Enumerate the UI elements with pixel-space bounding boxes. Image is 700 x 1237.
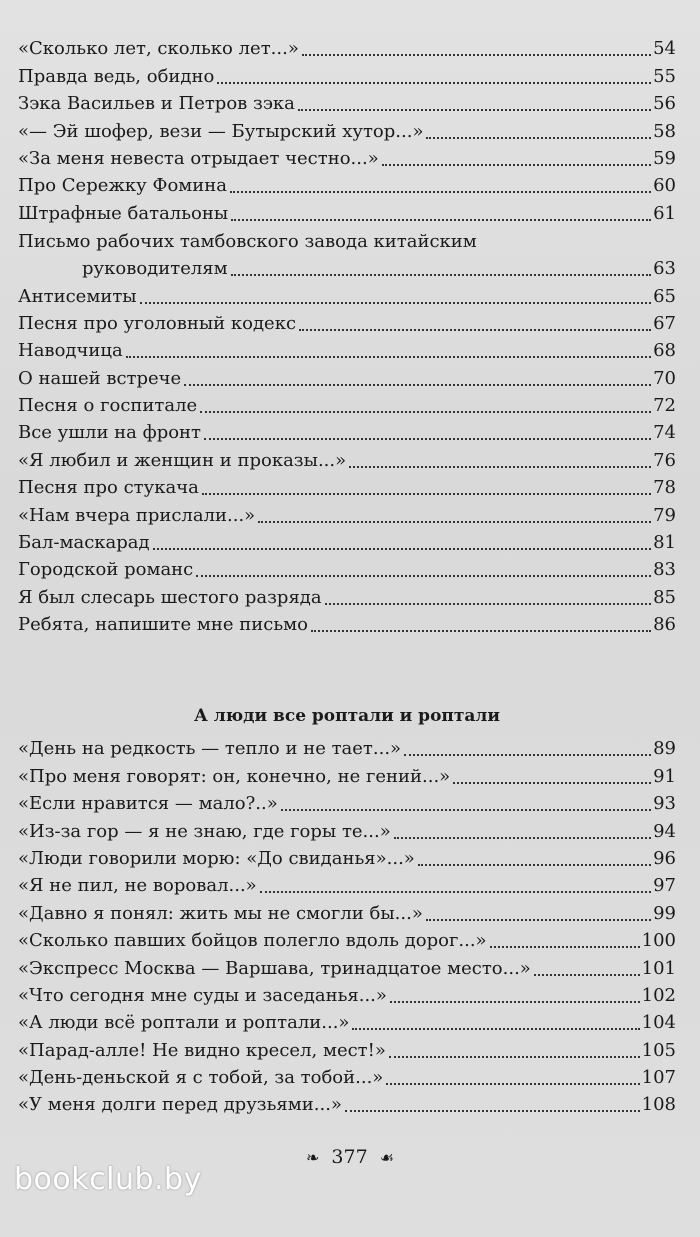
toc-entry-title: руководителям [82,258,228,280]
toc-leader-dots [490,945,640,948]
toc-entry-page: 108 [641,1094,676,1116]
toc-entry [18,418,676,445]
toc-entry [18,816,676,843]
toc-entry-page: 72 [653,395,676,417]
toc-entry-title: «Экспресс Москва — Варшава, тринадцатое место...» [18,957,531,979]
toc-leader-dots [258,520,651,523]
toc-leader-dots [418,863,651,866]
toc-entry-title: «А люди всё роптали и роптали...» [18,1012,350,1034]
toc-entry-page: 81 [653,532,676,554]
toc-leader-dots [349,465,651,468]
toc-entry-title: Штрафные батальоны [18,202,229,224]
toc-entry-title: «Нам вчера прислали...» [18,504,256,526]
toc-entry [18,528,676,555]
toc-entry [18,89,676,116]
table-of-contents [18,34,676,637]
toc-entry [18,500,676,527]
toc-entry [18,761,676,788]
toc-entry-page: 74 [653,422,676,444]
toc-entry-page: 61 [653,202,676,224]
toc-leader-dots [140,301,651,304]
toc-leader-dots [184,383,651,386]
toc-entry-page: 79 [653,504,676,526]
toc-entry [18,391,676,418]
toc-entry [18,309,676,336]
toc-section-list [18,734,676,1117]
toc-entry-title: «— Эй шофер, вези — Бутырский хутор...» [18,120,424,142]
toc-entry [18,473,676,500]
toc-entry [18,1063,676,1090]
toc-entry-title: «Если нравится — мало?..» [18,793,278,815]
toc-entry-page: 96 [653,847,676,869]
toc-leader-dots [352,1027,639,1030]
toc-leader-dots [217,81,651,84]
toc-entry-title: Песня про уголовный кодекс [18,312,297,334]
toc-leader-dots [260,890,651,893]
toc-entry [18,116,676,143]
toc-leader-dots [202,492,651,495]
toc-entry-page: 65 [653,285,676,307]
toc-entry-title: «Люди говорили морю: «До свиданья»...» [18,847,415,869]
toc-leader-dots [231,218,651,221]
toc-entry-title: «Что сегодня мне суды и заседанья...» [18,984,387,1006]
toc-entry [18,789,676,816]
toc-list-part2 [18,281,676,637]
toc-entry-title: «Я не пил, не воровал...» [18,875,257,897]
toc-entry [18,926,676,953]
toc-leader-dots [298,108,651,111]
toc-leader-dots [204,437,651,440]
toc-entry [18,171,676,198]
toc-entry-page: 105 [641,1039,676,1061]
toc-entry-page: 102 [641,984,676,1006]
toc-entry-page: 68 [653,340,676,362]
toc-leader-dots [404,753,651,756]
toc-entry-page: 83 [653,559,676,581]
toc-entry-title: «Из-за гор — я не знаю, где горы те...» [18,820,391,842]
toc-leader-dots [231,273,651,276]
toc-entry-page: 63 [653,258,676,280]
toc-entry-page: 78 [653,477,676,499]
toc-entry-title: «Сколько павших бойцов полегло вдоль дорог...» [18,930,487,952]
toc-entry-title: Песня про стукача [18,477,199,499]
toc-entry-title: Письмо рабочих тамбовского завода китайским [18,230,477,252]
toc-entry-page: 76 [653,449,676,471]
toc-entry [18,363,676,390]
toc-entry-title: «Сколько лет, сколько лет...» [18,38,299,60]
toc-entry [18,336,676,363]
toc-entry-title: «У меня долги перед друзьями...» [18,1094,342,1116]
toc-entry-title: «День на редкость — тепло и не тает...» [18,738,402,760]
section-heading: А люди все роптали и роптали [193,706,500,726]
toc-leader-dots [426,918,651,921]
toc-list-part1 [18,34,676,226]
toc-leader-dots [196,574,651,577]
toc-entry-title: Зэка Васильев и Петров зэка [18,93,295,115]
toc-entry [18,144,676,171]
toc-entry-wrapped-line2 [18,254,676,281]
toc-entry-page: 107 [641,1067,676,1089]
toc-entry-title: Ребята, напишите мне письмо [18,614,308,636]
toc-leader-dots [345,1109,640,1112]
toc-entry-page: 89 [653,738,676,760]
toc-leader-dots [389,1055,640,1058]
toc-list-section [18,734,676,1117]
toc-entry-page: 85 [653,586,676,608]
toc-entry-page: 91 [653,765,676,787]
toc-entry-page: 99 [653,902,676,924]
toc-entry [18,981,676,1008]
toc-entry-title: «День-деньской я с тобой, за тобой...» [18,1067,384,1089]
toc-entry [18,555,676,582]
toc-entry [18,734,676,761]
toc-entry [18,34,676,61]
page-number: 377 [331,1146,368,1168]
toc-entry-page: 67 [653,312,676,334]
toc-leader-dots [200,410,651,413]
toc-entry-title: Бал-маскарад [18,532,150,554]
toc-entry-page: 58 [653,120,676,142]
toc-leader-dots [325,602,651,605]
toc-leader-dots [390,1000,640,1003]
toc-entry-page: 104 [641,1012,676,1034]
toc-entry-title: Городской романс [18,559,194,581]
toc-entry-title: Песня о госпитале [18,395,198,417]
toc-entry-title: «Парад-алле! Не видно кресел, мест!» [18,1039,386,1061]
toc-entry-page: 86 [653,614,676,636]
toc-entry-title: Про Сережку Фомина [18,175,228,197]
toc-entry [18,871,676,898]
toc-entry [18,281,676,308]
toc-entry [18,1008,676,1035]
toc-entry [18,1035,676,1062]
ornament-right-icon: ☙ [379,1148,395,1167]
toc-leader-dots [426,136,651,139]
toc-entry-title: Я был слесарь шестого разряда [18,586,322,608]
toc-entry-page: 59 [653,147,676,169]
toc-entry-page: 97 [653,875,676,897]
toc-entry-page: 100 [641,930,676,952]
toc-entry [18,198,676,225]
toc-entry-title: Антисемиты [18,285,137,307]
toc-leader-dots [153,547,651,550]
toc-entry-page: 54 [653,38,676,60]
toc-entry-page: 60 [653,175,676,197]
toc-leader-dots [126,355,651,358]
toc-entry-title: «За меня невеста отрыдает честно...» [18,147,379,169]
toc-entry-title: О нашей встрече [18,367,182,389]
toc-leader-dots [299,328,651,331]
toc-entry [18,953,676,980]
toc-entry-title: Все ушли на фронт [18,422,202,444]
toc-entry [18,61,676,88]
toc-entry-title: «Я любил и женщин и проказы...» [18,449,347,471]
toc-entry [18,1090,676,1117]
toc-entry [18,445,676,472]
toc-entry-page: 56 [653,93,676,115]
toc-entry [18,844,676,871]
toc-entry-page: 70 [653,367,676,389]
toc-leader-dots [230,190,651,193]
toc-entry-title: «Про меня говорят: он, конечно, не гений...» [18,765,451,787]
toc-leader-dots [534,973,640,976]
toc-leader-dots [281,808,651,811]
toc-leader-dots [386,1082,639,1085]
watermark: bookclub.by [14,1162,202,1197]
toc-leader-dots [302,53,651,56]
toc-entry-title: Наводчица [18,340,123,362]
toc-leader-dots [453,781,651,784]
ornament-left-icon: ❧ [305,1148,320,1167]
toc-entry-title: «Давно я понял: жить мы не смогли бы...» [18,902,423,924]
toc-leader-dots [311,629,651,632]
toc-entry-page: 94 [653,820,676,842]
toc-entry [18,898,676,925]
toc-entry-page: 101 [641,957,676,979]
toc-entry [18,610,676,637]
toc-leader-dots [394,836,651,839]
toc-entry-wrapped-line1 [18,226,676,254]
toc-entry-page: 93 [653,793,676,815]
toc-entry-title: Правда ведь, обидно [18,65,215,87]
toc-leader-dots [382,163,651,166]
toc-entry-page: 55 [653,65,676,87]
toc-entry [18,582,676,609]
